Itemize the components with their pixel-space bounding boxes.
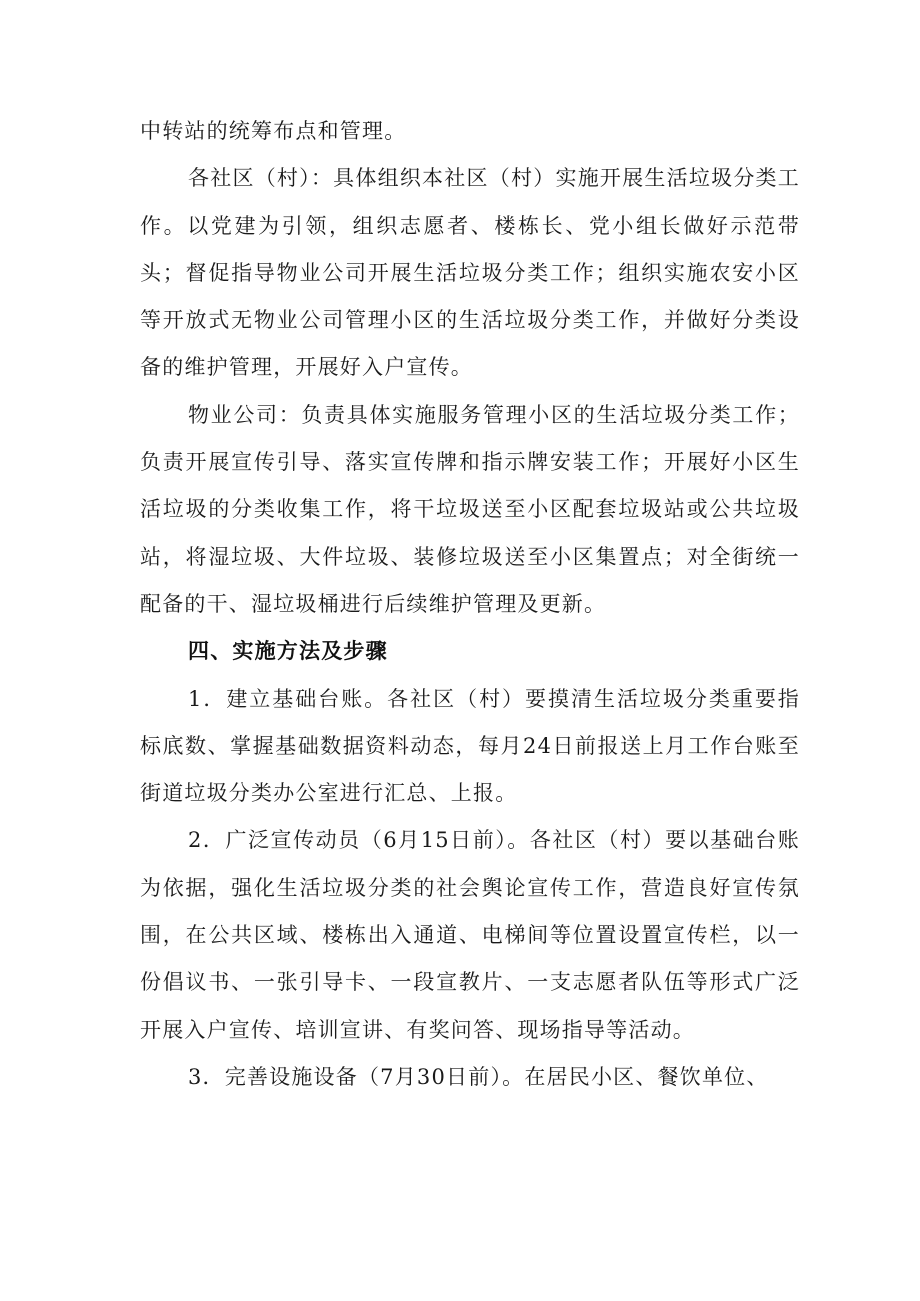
paragraph-continuation: 中转站的统筹布点和管理。 — [140, 119, 407, 143]
paragraph-community-duties: 各社区（村）：具体组织本社区（村）实施开展生活垃圾分类工作。以党建为引领，组织志愿者、楼栋长、党小组长做好示范带头；督促指导物业公司开展生活垃圾分类工作；组织实施农安小区等开放式无物业公司管理小区的生活垃圾分类工作，并做好分类设备的维护管理，开展好入户宣传。 — [140, 166, 800, 380]
step-paragraph-1: 1．建立基础台账。各社区（村）要摸清生活垃圾分类重要指标底数、掌握基础数据资料动态，每月24日前报送上月工作台账至街道垃圾分类办公室进行汇总、上报。 — [140, 686, 800, 806]
step-paragraph-3: 3．完善设施设备（7月30日前）。在居民小区、餐饮单位、 — [188, 1064, 769, 1089]
section-heading: 四、实施方法及步骤 — [188, 639, 388, 664]
paragraph-property-company-duties: 物业公司：负责具体实施服务管理小区的生活垃圾分类工作；负责开展宣传引导、落实宣传牌和指示牌安装工作；开展好小区生活垃圾的分类收集工作，将干垃圾送至小区配套垃圾站或公共垃圾站，将湿垃圾、大件垃圾、装修垃圾送至小区集置点；对全街统一配备的干、湿垃圾桶进行后续维护管理及更新。 — [140, 402, 800, 616]
step-paragraph-2: 2．广泛宣传动员（6月15日前）。各社区（村）要以基础台账为依据，强化生活垃圾分类的社会舆论宣传工作，营造良好宣传氛围，在公共区域、楼栋出入通道、电梯间等位置设置宣传栏，以一份倡议书、一张引导卡、一段宣教片、一支志愿者队伍等形式广泛开展入户宣传、培训宣讲、有奖问答、现场指导等活动。 — [140, 828, 800, 1042]
document-body — [140, 108, 800, 1101]
